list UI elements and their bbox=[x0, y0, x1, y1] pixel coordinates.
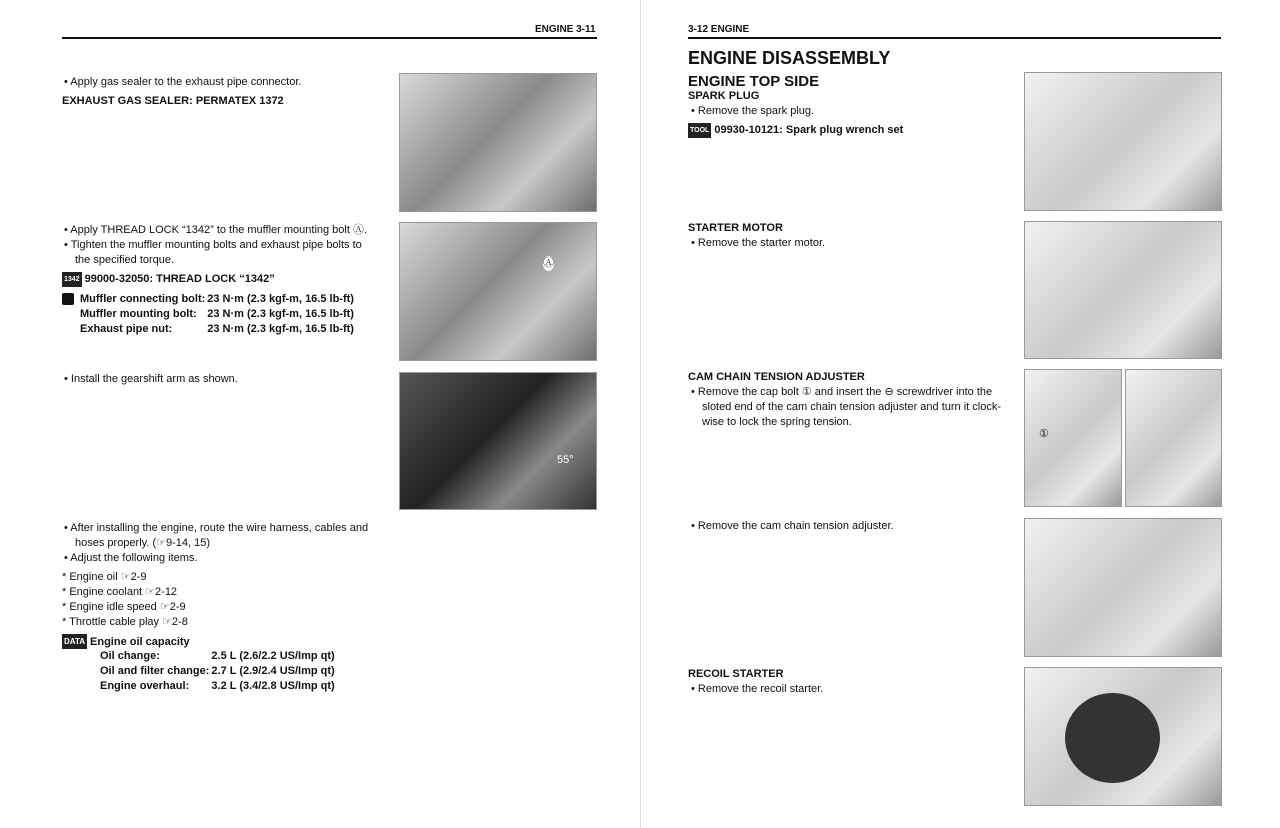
torque-wrench-icon bbox=[62, 293, 74, 305]
exhaust-photo bbox=[399, 73, 597, 212]
table-row bbox=[100, 679, 337, 694]
list-item: * Engine idle speed ☞2-9 bbox=[62, 601, 186, 613]
table-row bbox=[80, 322, 356, 337]
tool-text: 09930-10121: Spark plug wrench set bbox=[714, 124, 904, 136]
header-rule bbox=[62, 37, 597, 39]
list-item: * Throttle cable play ☞2-8 bbox=[62, 616, 188, 628]
thread-lock-icon: 1342 bbox=[62, 272, 82, 287]
instruction: • Remove the recoil starter. bbox=[691, 683, 824, 695]
instruction: • Install the gearshift arm as shown. bbox=[64, 373, 238, 385]
gearshift-photo bbox=[399, 372, 597, 510]
value: 23 N·m (2.3 kgf-m, 16.5 lb-ft) bbox=[207, 293, 354, 305]
value: 23 N·m (2.3 kgf-m, 16.5 lb-ft) bbox=[207, 308, 354, 320]
instruction: • Remove the cap bolt ① and insert the ⊖ screwdriver into the bbox=[691, 386, 993, 398]
instruction: • After installing the engine, route the wire harness, cables and bbox=[64, 522, 369, 534]
spec: EXHAUST GAS SEALER: PERMATEX 1372 bbox=[62, 95, 284, 107]
capacity-heading bbox=[62, 634, 190, 650]
instruction: wise to lock the spring tension. bbox=[702, 416, 852, 428]
instructions bbox=[691, 385, 1001, 430]
capacity-table bbox=[100, 649, 337, 694]
instruction: the specified torque. bbox=[75, 254, 175, 266]
instruction: • Tighten the muffler mounting bolts and exhaust pipe bolts to bbox=[64, 239, 362, 251]
instruction: • Remove the cam chain tension adjuster. bbox=[691, 520, 894, 532]
label: Exhaust pipe nut: bbox=[80, 323, 173, 335]
spark-plug-photo bbox=[1024, 72, 1222, 211]
label: Muffler mounting bolt: bbox=[80, 308, 197, 320]
value: 2.7 L (2.9/2.4 US/Imp qt) bbox=[211, 665, 335, 677]
cam-adjuster-removal-photo bbox=[1024, 518, 1222, 657]
page-header: 3-12 ENGINE bbox=[688, 24, 750, 35]
recoil-cover bbox=[1065, 693, 1160, 783]
list-item: * Engine oil ☞2-9 bbox=[62, 571, 147, 583]
cam-adjuster-photo-1 bbox=[1024, 369, 1122, 507]
tool-text: 99000-32050: THREAD LOCK “1342” bbox=[84, 273, 275, 285]
instructions bbox=[64, 521, 368, 566]
instruction: hoses properly. (☞9-14, 15) bbox=[75, 537, 210, 549]
instruction: • Apply THREAD LOCK “1342” to the muffler mounting bolt Ⓐ. bbox=[64, 224, 368, 236]
adjust-list bbox=[62, 570, 188, 630]
page-title: ENGINE DISASSEMBLY bbox=[688, 48, 891, 68]
capacity-title: Engine oil capacity bbox=[90, 636, 190, 648]
tool-line bbox=[62, 272, 275, 287]
cam-adjuster-photo-2 bbox=[1125, 369, 1222, 507]
torque-table bbox=[80, 292, 356, 337]
page-header: ENGINE 3-11 bbox=[535, 24, 596, 35]
tool-icon: TOOL bbox=[688, 123, 711, 138]
heading-cam-chain: CAM CHAIN TENSION ADJUSTER bbox=[688, 371, 865, 383]
label: Oil change: bbox=[100, 650, 160, 662]
label: Oil and filter change: bbox=[100, 665, 210, 677]
muffler-photo bbox=[399, 222, 597, 361]
torque-spec bbox=[62, 292, 356, 337]
list-item: * Engine coolant ☞2-12 bbox=[62, 586, 178, 598]
photo-label: Ⓐ bbox=[543, 257, 554, 269]
instructions bbox=[64, 223, 367, 268]
data-icon: DATA bbox=[62, 634, 87, 649]
recoil-starter-photo bbox=[1024, 667, 1222, 806]
tool-line bbox=[688, 123, 903, 138]
photo-label: ① bbox=[1039, 428, 1049, 440]
heading-recoil-starter: RECOIL STARTER bbox=[688, 668, 784, 680]
value: 3.2 L (3.4/2.8 US/Imp qt) bbox=[211, 680, 335, 692]
instruction: • Remove the starter motor. bbox=[691, 237, 826, 249]
table-row bbox=[80, 307, 356, 322]
heading-spark-plug: SPARK PLUG bbox=[688, 90, 760, 102]
heading-starter-motor: STARTER MOTOR bbox=[688, 222, 783, 234]
instruction: • Adjust the following items. bbox=[64, 552, 198, 564]
label: Engine overhaul: bbox=[100, 680, 190, 692]
table-row bbox=[100, 649, 337, 664]
instruction: sloted end of the cam chain tension adjuster and turn it clock- bbox=[702, 401, 1002, 413]
right-page bbox=[640, 0, 1280, 828]
instruction: • Apply gas sealer to the exhaust pipe connector. bbox=[64, 76, 302, 88]
value: 23 N·m (2.3 kgf-m, 16.5 lb-ft) bbox=[207, 323, 354, 335]
header-rule bbox=[688, 37, 1221, 39]
value: 2.5 L (2.6/2.2 US/Imp qt) bbox=[211, 650, 335, 662]
table-row bbox=[100, 664, 337, 679]
angle-label: 55° bbox=[557, 454, 574, 466]
section-title: ENGINE TOP SIDE bbox=[688, 73, 820, 90]
instruction: • Remove the spark plug. bbox=[691, 105, 815, 117]
label: Muffler connecting bolt: bbox=[80, 293, 206, 305]
table-row bbox=[80, 292, 356, 307]
starter-motor-photo bbox=[1024, 221, 1222, 359]
